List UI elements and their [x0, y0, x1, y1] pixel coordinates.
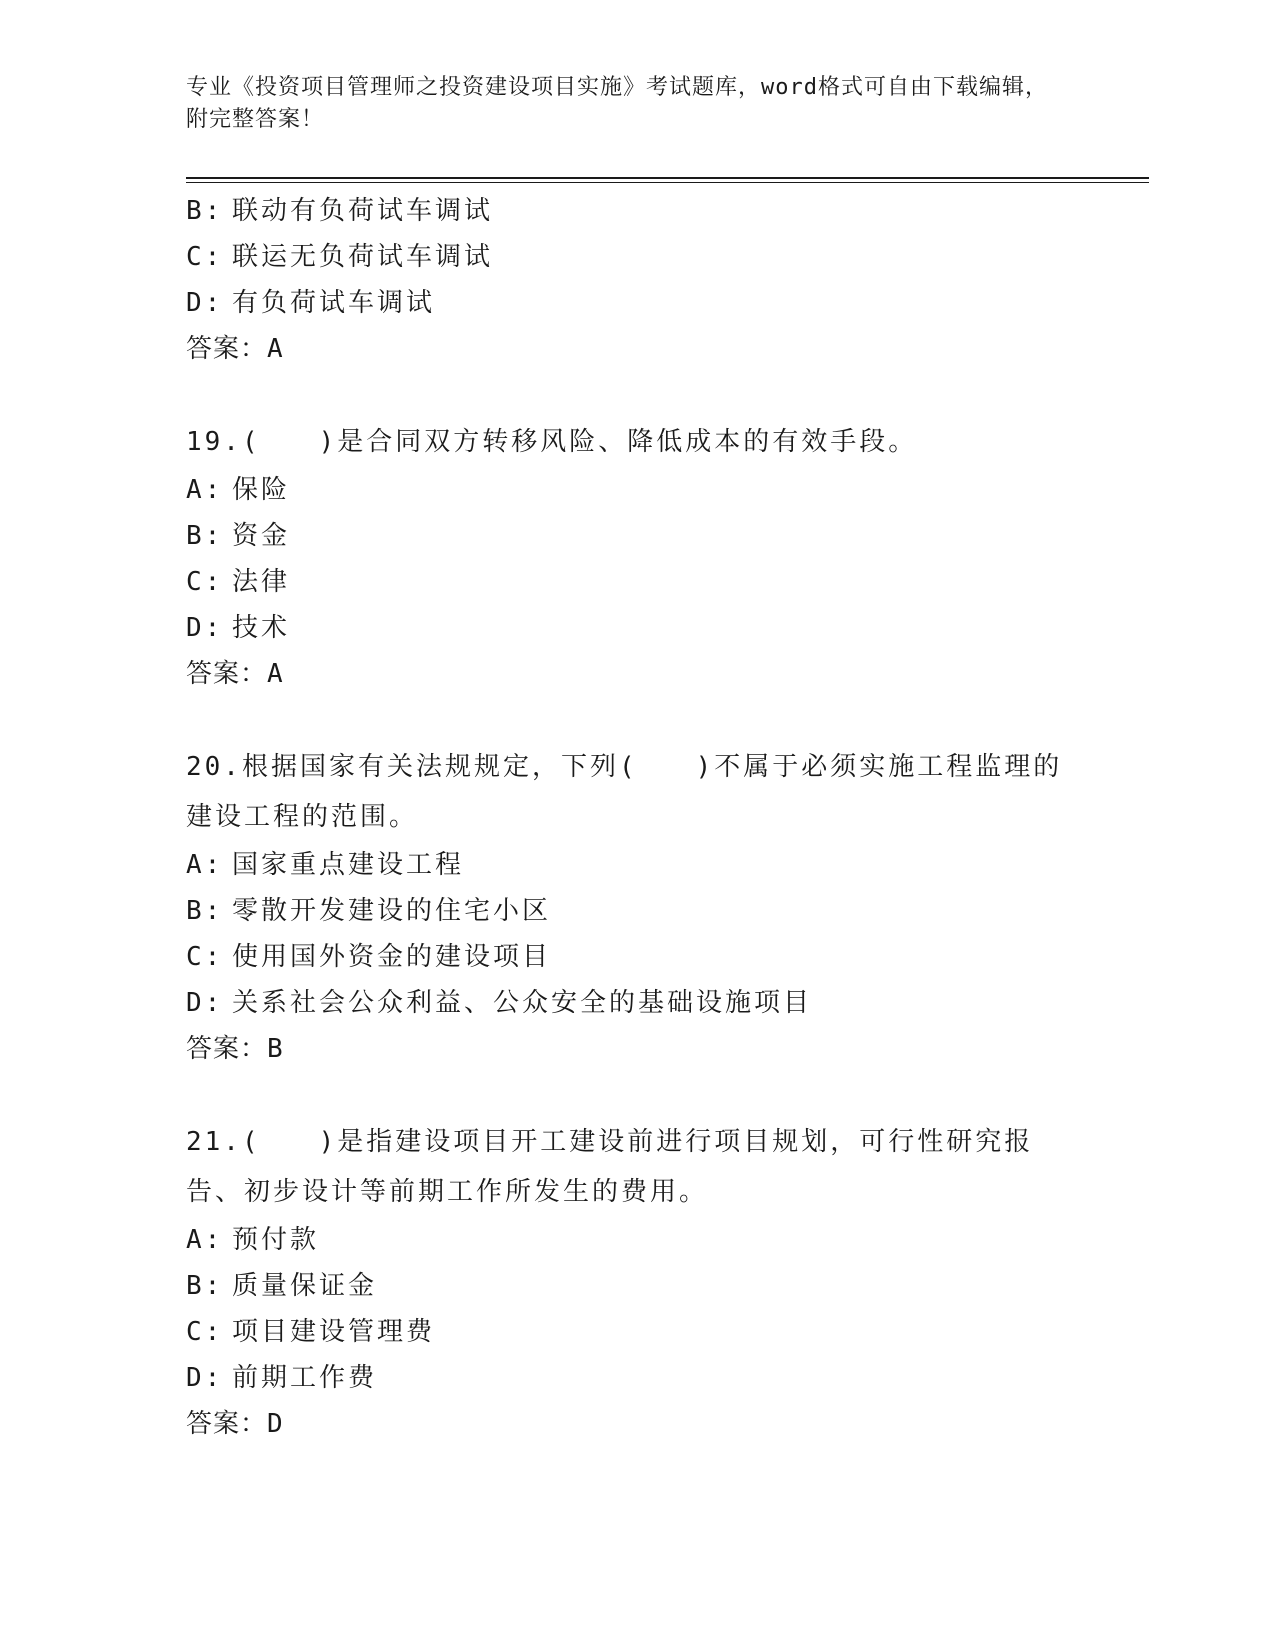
option-letter: D:: [186, 613, 224, 643]
option-text: 项目建设管理费: [232, 1317, 436, 1347]
header-divider-thin: [186, 182, 1149, 183]
option-letter: C:: [186, 242, 224, 272]
option-text: 零散开发建设的住宅小区: [232, 896, 552, 926]
option-text: 保险: [232, 475, 291, 505]
option-b: [186, 513, 1086, 559]
option-d: [186, 280, 1086, 326]
question-stem: 20.根据国家有关法规规定，下列( )不属于必须实施工程监理的建设工程的范围。: [186, 752, 1063, 832]
option-letter: C:: [186, 567, 224, 597]
option-b: [186, 1263, 1086, 1309]
option-letter: B:: [186, 896, 224, 926]
answer-line: 答案：D: [186, 1409, 284, 1439]
option-d: [186, 1355, 1086, 1401]
answer-line: 答案：A: [186, 659, 284, 689]
question-stem: 19.( )是合同双方转移风险、降低成本的有效手段。: [186, 427, 918, 457]
question-20: [186, 742, 1086, 1072]
option-text: 质量保证金: [232, 1271, 378, 1301]
option-c: [186, 934, 1086, 980]
document-header: 专业《投资项目管理师之投资建设项目实施》考试题库，word格式可自由下载编辑，附完整答案！: [186, 75, 1048, 132]
option-letter: D:: [186, 1363, 224, 1393]
option-text: 联动有负荷试车调试: [232, 196, 494, 226]
option-b: [186, 888, 1086, 934]
option-a: [186, 1217, 1086, 1263]
option-letter: C:: [186, 942, 224, 972]
option-a: [186, 842, 1086, 888]
option-text: 联运无负荷试车调试: [232, 242, 494, 272]
option-letter: B:: [186, 196, 224, 226]
question-18-continued: [186, 188, 1086, 372]
option-text: 法律: [232, 567, 291, 597]
header-divider-thick: [186, 177, 1149, 179]
option-text: 技术: [232, 613, 291, 643]
question-stem: 21.( )是指建设项目开工建设前进行项目规划，可行性研究报告、初步设计等前期工作所发生的费用。: [186, 1127, 1034, 1207]
option-letter: B:: [186, 521, 224, 551]
option-c: [186, 1309, 1086, 1355]
option-text: 有负荷试车调试: [232, 288, 436, 318]
option-c: [186, 234, 1086, 280]
option-letter: D:: [186, 988, 224, 1018]
option-a: [186, 467, 1086, 513]
option-letter: A:: [186, 1225, 224, 1255]
option-text: 前期工作费: [232, 1363, 378, 1393]
option-b: [186, 188, 1086, 234]
answer-line: 答案：A: [186, 334, 284, 364]
option-text: 使用国外资金的建设项目: [232, 942, 552, 972]
option-letter: A:: [186, 475, 224, 505]
option-letter: A:: [186, 850, 224, 880]
answer-line: 答案：B: [186, 1034, 284, 1064]
option-letter: D:: [186, 288, 224, 318]
option-text: 国家重点建设工程: [232, 850, 465, 880]
question-21: [186, 1117, 1086, 1447]
option-letter: B:: [186, 1271, 224, 1301]
option-text: 预付款: [232, 1225, 320, 1255]
option-d: [186, 980, 1086, 1026]
option-c: [186, 559, 1086, 605]
option-letter: C:: [186, 1317, 224, 1347]
option-text: 关系社会公众利益、公众安全的基础设施项目: [232, 988, 813, 1018]
question-19: [186, 417, 1086, 697]
question-list: [186, 188, 1086, 1447]
option-d: [186, 605, 1086, 651]
option-text: 资金: [232, 521, 291, 551]
